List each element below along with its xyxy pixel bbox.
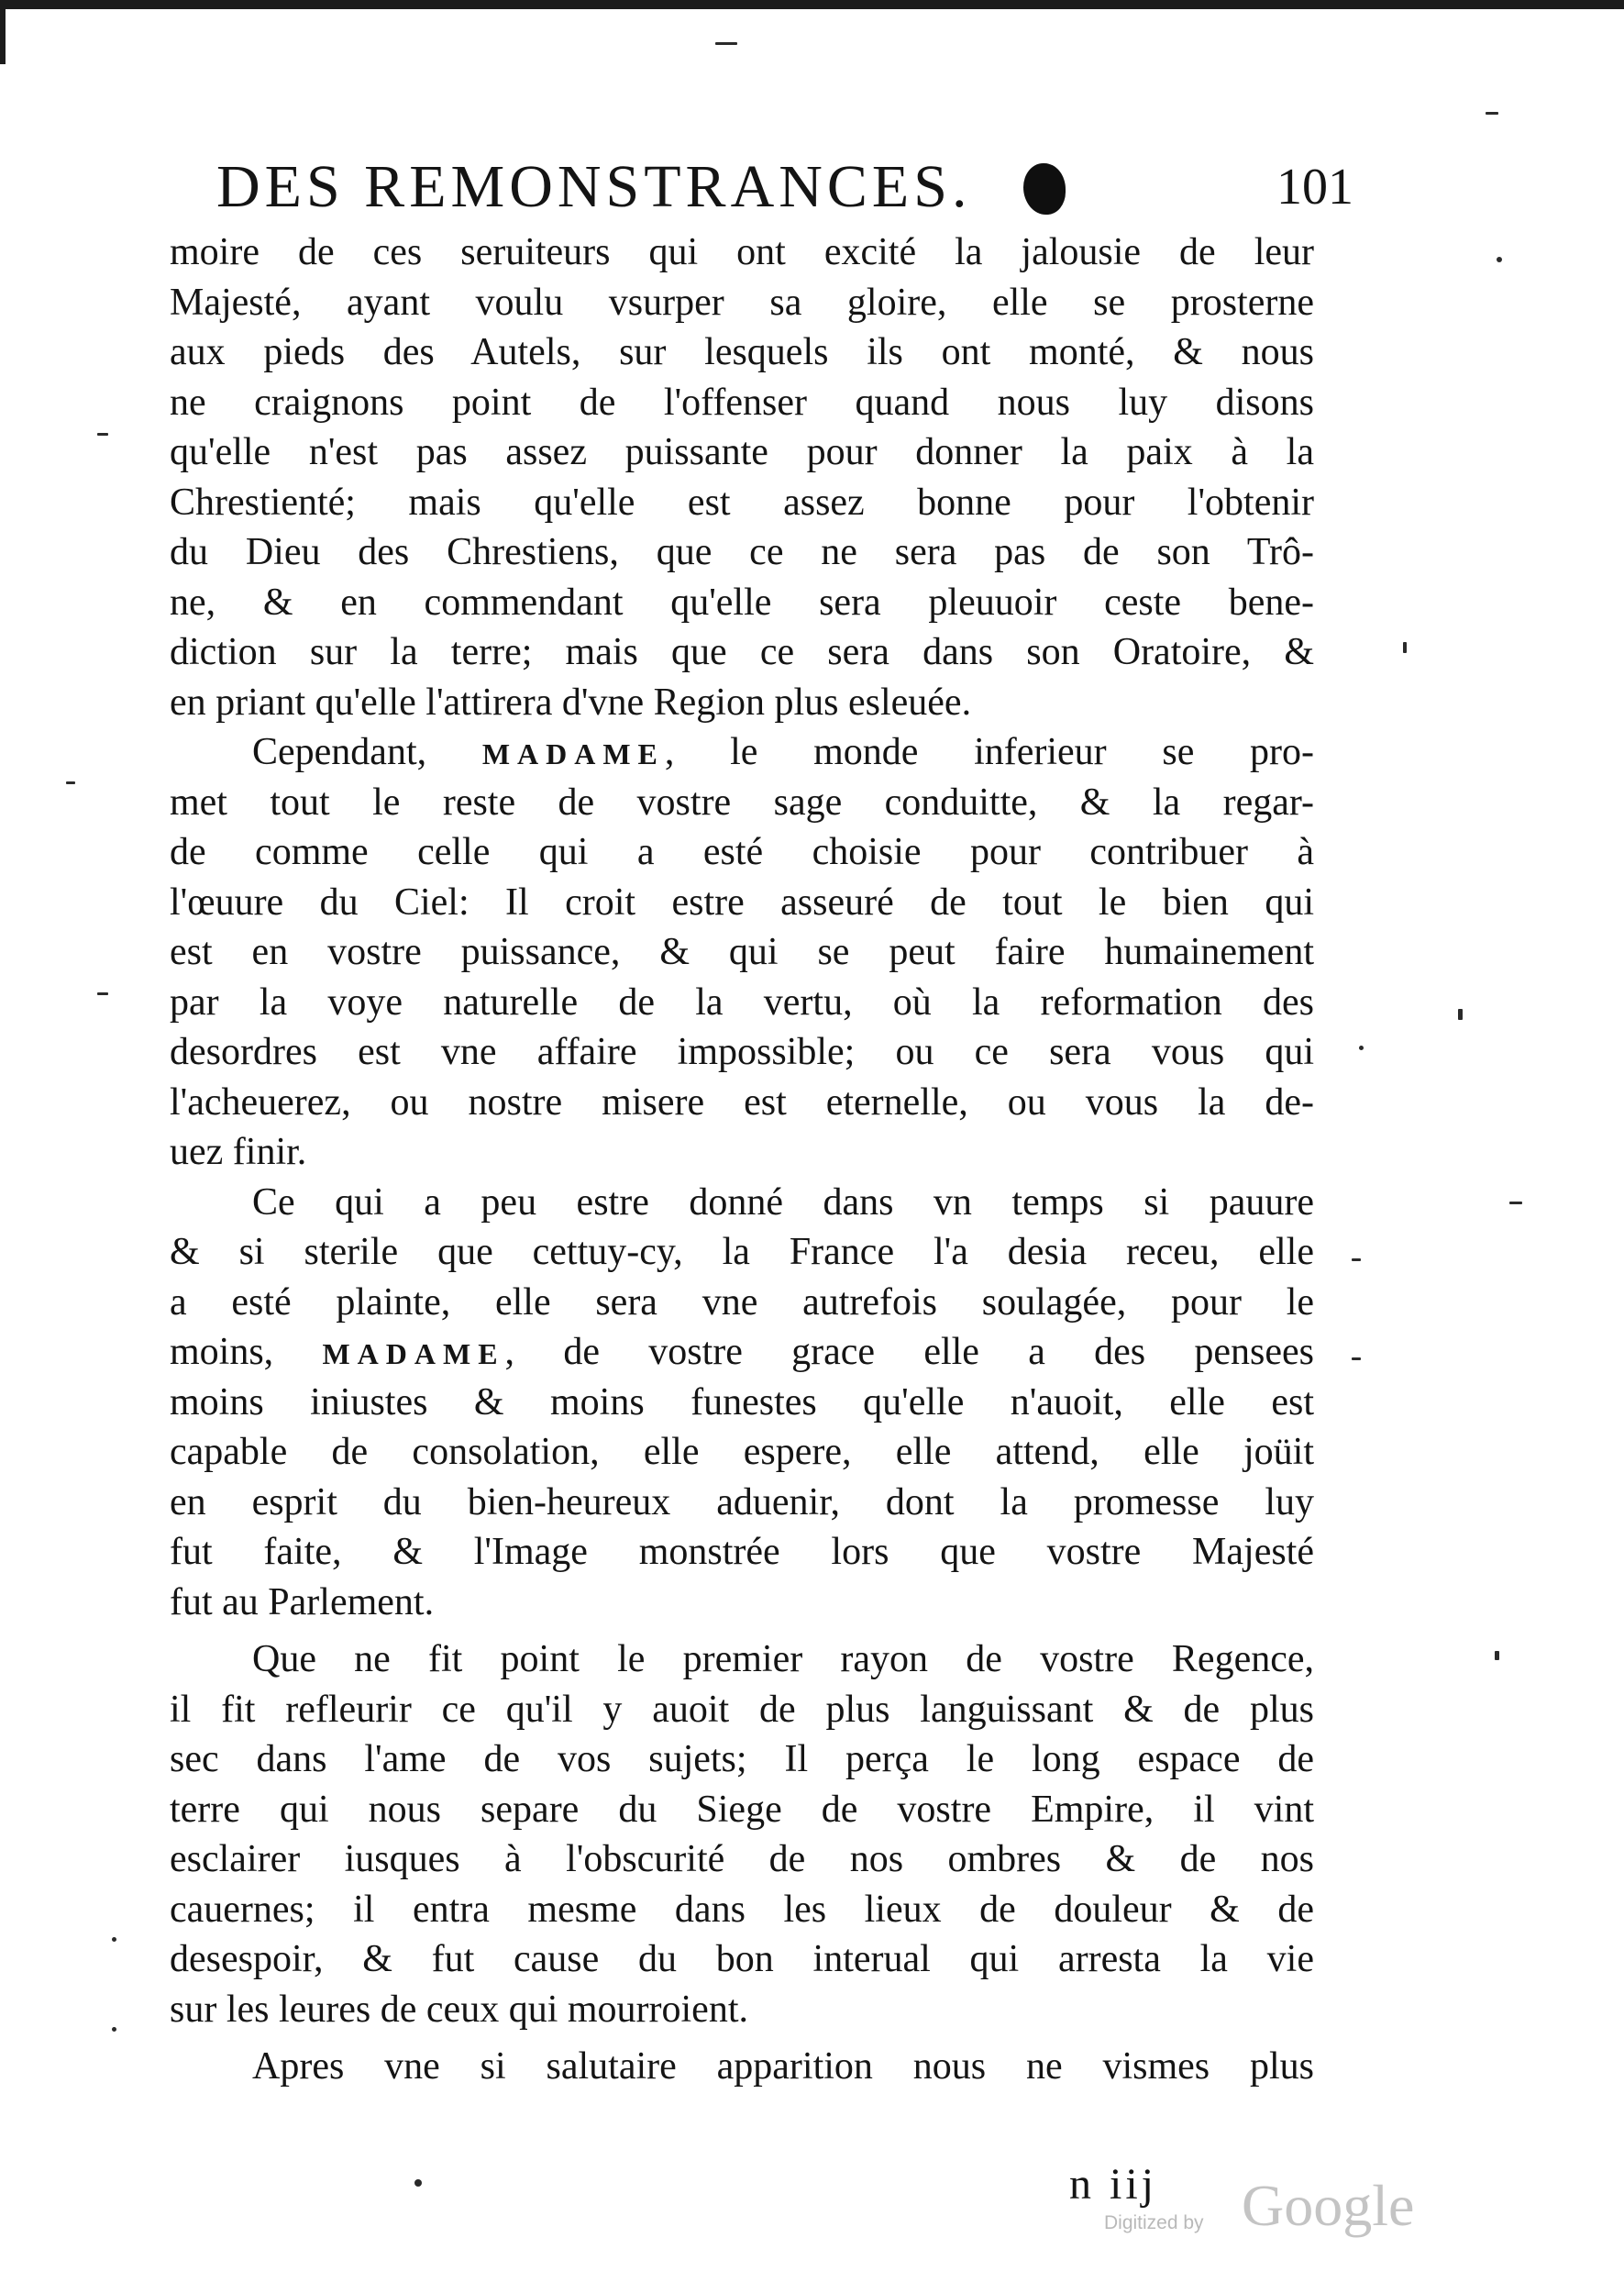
paragraph-3-smallcaps-line (170, 1327, 1314, 1378)
ink-speck (66, 781, 75, 784)
scan-edge-left (0, 0, 6, 64)
digitized-watermark (1104, 2172, 1453, 2245)
text-line: aux pieds des Autels, sur lesquels ils ont monté, & nous (170, 331, 1314, 373)
text-line: du Dieu des Chrestiens, que ce ne sera pas de son Trô- (170, 531, 1314, 573)
text-line: terre qui nous separe du Siege de vostre Empire, il vint (170, 1788, 1314, 1831)
ink-blot (1023, 163, 1066, 215)
text-fragment: moins, (170, 1331, 274, 1373)
text-line: met tout le reste de vostre sage conduitte, & la regar- (170, 781, 1314, 824)
text-line: est en vostre puissance, & qui se peut faire humainement (170, 931, 1314, 973)
text-line: par la voye naturelle de la vertu, où la reformation des (170, 980, 1314, 1024)
ink-speck (414, 2179, 422, 2187)
ink-speck (1497, 257, 1502, 262)
text-fragment: Cependant, (252, 731, 427, 773)
text-line: Apres vne si salutaire apparition nous ne vismes plus (252, 2045, 1314, 2088)
ink-speck (1495, 1651, 1499, 1660)
text-line: de comme celle qui a esté choisie pour contribuer à (170, 831, 1314, 873)
ink-speck (97, 433, 108, 436)
text-line: fut au Parlement. (170, 1580, 435, 1623)
text-line: qu'elle n'est pas assez puissante pour donner la paix à la (170, 431, 1314, 473)
google-logo: Google (1242, 2173, 1415, 2238)
text-line: en priant qu'elle l'attirera d'vne Region plus esleuée. (170, 681, 972, 724)
ink-speck (112, 2027, 116, 2032)
running-head (216, 154, 1353, 220)
signature-mark: n iij (1069, 2160, 1158, 2209)
text-line: & si sterile que cettuy-cy, la France l'a desia receu, elle (170, 1231, 1314, 1273)
running-title: DES REMONSTRANCES. (216, 153, 972, 220)
ink-speck (112, 1937, 116, 1942)
watermark-caption: Digitized by (1104, 2212, 1204, 2233)
text-line: en esprit du bien-heureux aduenir, dont la promesse luy (170, 1480, 1314, 1523)
text-line: moins iniustes & moins funestes qu'elle n'auoit, elle est (170, 1380, 1314, 1423)
text-line: desespoir, & fut cause du bon interual qui arresta la vie (170, 1938, 1314, 1980)
text-fragment: , de vostre grace elle a des pensees (504, 1331, 1315, 1373)
paragraph-2-first-line (170, 727, 1314, 778)
ink-speck (1509, 1202, 1522, 1204)
text-line: ne craignons point de l'offenser quand nous luy disons (170, 381, 1314, 424)
scan-edge-top (0, 0, 1624, 9)
text-line: l'acheuerez, ou nostre misere est eternelle, ou vous la de- (170, 1080, 1314, 1124)
ink-speck (1352, 1357, 1361, 1360)
text-line: Chrestienté; mais qu'elle est assez bonne pour l'obtenir (170, 481, 1314, 524)
ink-speck (1486, 112, 1498, 115)
text-line: Ce qui a peu estre donné dans vn temps si pauure (252, 1180, 1314, 1224)
text-line: Majesté, ayant voulu vsurper sa gloire, elle se prosterne (170, 281, 1314, 324)
text-line: esclairer iusques à l'obscurité de nos ombres & de nos (170, 1838, 1314, 1880)
page-number: 101 (1276, 159, 1353, 216)
text-line: a esté plainte, elle sera vne autrefois soulagée, pour le (170, 1280, 1314, 1324)
ink-speck (715, 42, 737, 45)
smallcaps-address: MADAME (481, 737, 665, 770)
paragraph-gap (170, 1627, 1314, 1634)
ink-speck (97, 992, 108, 995)
text-line: il fit refleurir ce qu'il y auoit de plus languissant & de plus (170, 1688, 1314, 1731)
text-line: sur les leures de ceux qui mourroient. (170, 1988, 748, 2031)
text-line: sec dans l'ame de vos sujets; Il perça le long espace de (170, 1738, 1314, 1780)
text-line: moire de ces seruiteurs qui ont excité la jalousie de leur (170, 231, 1314, 273)
text-line: diction sur la terre; mais que ce sera dans son Oratoire, & (170, 631, 1314, 673)
text-line: ne, & en commendant qu'elle sera pleuuoir ceste bene- (170, 581, 1314, 624)
text-line: l'œuure du Ciel: Il croit estre asseuré de tout le bien qui (170, 881, 1314, 924)
ink-speck (1403, 642, 1407, 653)
text-line: desordres est vne affaire impossible; ou ce sera vous qui (170, 1031, 1314, 1073)
ink-speck (1352, 1258, 1361, 1261)
text-line: fut faite, & l'Image monstrée lors que vostre Majesté (170, 1531, 1314, 1573)
text-line: cauernes; il entra mesme dans les lieux de douleur & de (170, 1888, 1314, 1931)
paragraph-gap (170, 2034, 1314, 2042)
text-fragment: , le monde inferieur se pro- (664, 731, 1315, 773)
text-line: Que ne fit point le premier rayon de vostre Regence, (252, 1638, 1314, 1680)
text-line: capable de consolation, elle espere, elle attend, elle joüit (170, 1431, 1314, 1473)
ink-speck (1458, 1009, 1463, 1020)
body-text (170, 227, 1314, 2092)
text-line: uez finir. (170, 1131, 307, 1173)
ink-speck (1359, 1046, 1364, 1050)
smallcaps-address: MADAME (322, 1337, 505, 1370)
